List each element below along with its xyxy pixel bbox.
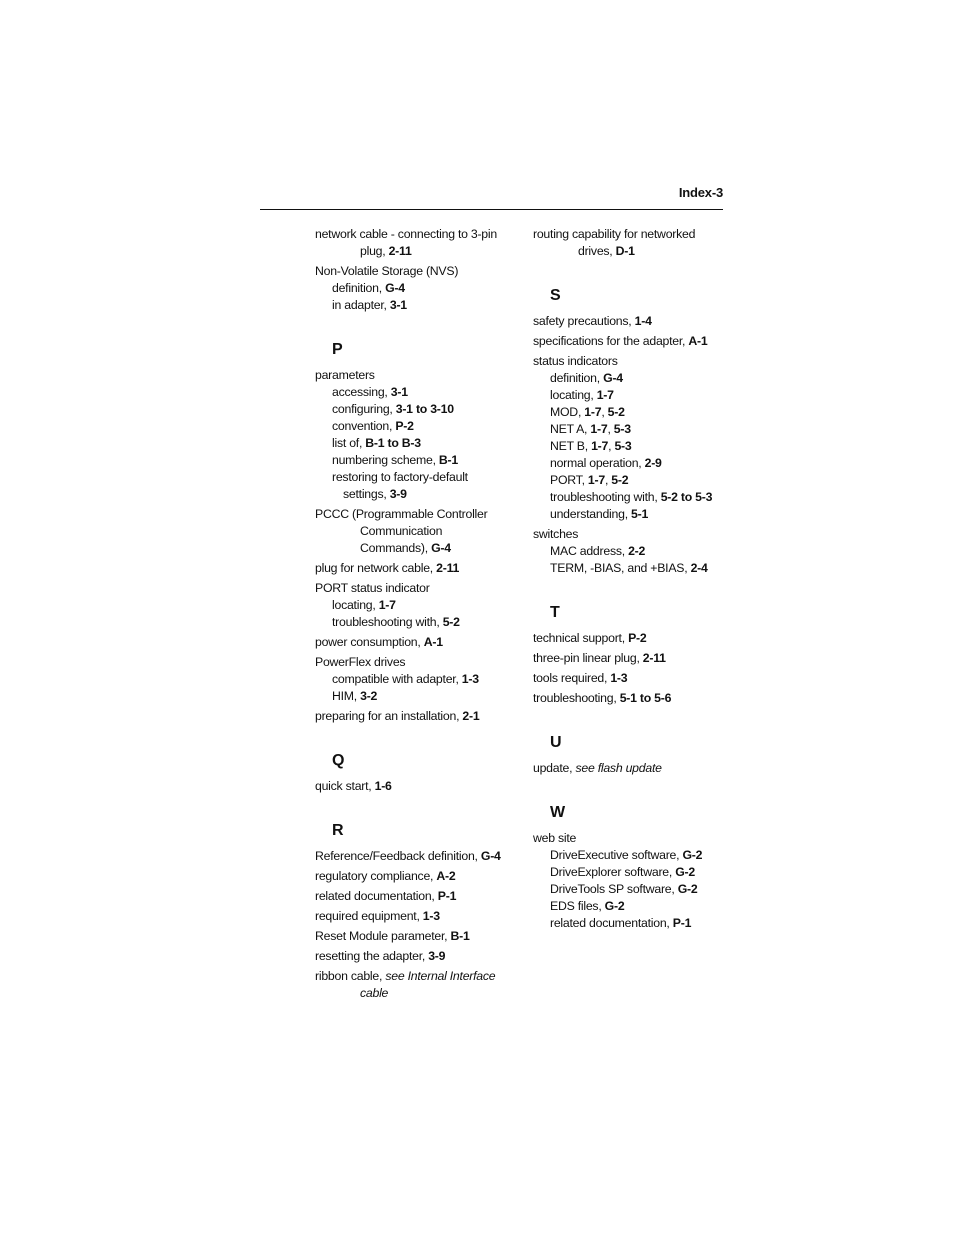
- index-entry: [315, 506, 510, 557]
- page-ref: 2-11: [388, 244, 412, 258]
- index-entry: [533, 226, 728, 260]
- index-entry: [315, 634, 510, 651]
- page-ref: P-2: [628, 631, 647, 645]
- subentry: related documentation, P-1: [550, 916, 692, 930]
- page-ref: 1-7: [378, 598, 396, 612]
- subentry: in adapter, 3-1: [332, 298, 407, 312]
- index-entry: [315, 708, 510, 725]
- index-entry: [315, 868, 510, 885]
- index-entry: [533, 650, 728, 667]
- section-letter-t: T: [550, 604, 560, 621]
- subentry-continuation: settings, 3-9: [343, 487, 407, 501]
- entry-text: safety precautions, 1-4: [533, 314, 652, 328]
- subentry: compatible with adapter, 1-3: [332, 672, 479, 686]
- entry-text: technical support, P-2: [533, 631, 647, 645]
- entry-text: plug for network cable, 2-11: [315, 561, 460, 575]
- page-ref: A-2: [436, 869, 456, 883]
- page-ref: 2-9: [644, 456, 662, 470]
- entry-text: regulatory compliance, A-2: [315, 869, 456, 883]
- index-entry: [533, 313, 728, 330]
- subentry: MAC address, 2-2: [550, 544, 646, 558]
- page-ref: P-1: [672, 916, 692, 930]
- page-ref: D-1: [615, 244, 635, 258]
- subentry: NET A, 1-7, 5-3: [550, 422, 631, 436]
- page-ref: G-4: [603, 371, 623, 385]
- page-ref: 3-1: [390, 385, 408, 399]
- subentry: numbering scheme, B-1: [332, 453, 458, 467]
- index-entry: [315, 928, 510, 945]
- subentry: list of, B-1 to B-3: [332, 436, 421, 450]
- entry-text: Reference/Feedback definition, G-4: [315, 849, 501, 863]
- index-entry: [315, 908, 510, 925]
- entry-continuation: Commands), G-4: [360, 541, 451, 555]
- index-entry: [533, 526, 728, 577]
- entry-text: web site: [533, 831, 577, 845]
- entry-text: update, see flash update: [533, 761, 662, 775]
- index-entry: [315, 560, 510, 577]
- entry-text: resetting the adapter, 3-9: [315, 949, 446, 963]
- page-header: [260, 185, 723, 210]
- index-entry: [533, 630, 728, 647]
- subentry: MOD, 1-7, 5-2: [550, 405, 625, 419]
- index-entry: [315, 968, 510, 1002]
- section-letter-q: Q: [332, 752, 345, 769]
- index-entry: [315, 263, 510, 314]
- section-letter-s: S: [550, 287, 561, 304]
- page-ref: 1-3: [610, 671, 628, 685]
- subentry: definition, G-4: [332, 281, 405, 295]
- page-ref: 5-3: [614, 439, 632, 453]
- subentry: accessing, 3-1: [332, 385, 408, 399]
- page-ref: G-4: [480, 849, 501, 863]
- page-ref: B-1: [450, 929, 470, 943]
- entry-text: troubleshooting, 5-1 to 5-6: [533, 691, 672, 705]
- page-ref: G-2: [682, 848, 703, 862]
- entry-text: required equipment, 1-3: [315, 909, 440, 923]
- see-reference: see flash update: [575, 761, 662, 775]
- entry-text: PCCC (Programmable Controller: [315, 507, 488, 521]
- page-ref: 5-2: [611, 473, 629, 487]
- subentry: normal operation, 2-9: [550, 456, 662, 470]
- section-letter-p: P: [332, 341, 343, 358]
- page-ref: 1-7: [584, 405, 602, 419]
- page-ref: P-2: [395, 419, 414, 433]
- index-entry: [533, 353, 728, 523]
- page-ref: 2-11: [642, 651, 666, 665]
- page-ref: B-1 to B-3: [365, 436, 421, 450]
- page-ref: G-4: [431, 541, 451, 555]
- entry-text: quick start, 1-6: [315, 779, 392, 793]
- entry-text: switches: [533, 527, 579, 541]
- index-entry: [533, 690, 728, 707]
- page-ref: 1-7: [587, 473, 605, 487]
- entry-text: preparing for an installation, 2-1: [315, 709, 480, 723]
- page-ref: G-2: [604, 899, 625, 913]
- subentry: restoring to factory-default: [332, 470, 468, 484]
- subentry: locating, 1-7: [332, 598, 396, 612]
- entry-text: PowerFlex drives: [315, 655, 406, 669]
- entry-text: three-pin linear plug, 2-11: [533, 651, 666, 665]
- page-ref: 1-7: [590, 422, 608, 436]
- subentry: locating, 1-7: [550, 388, 614, 402]
- page-ref: 1-6: [374, 779, 392, 793]
- page-ref: G-2: [677, 882, 698, 896]
- page-ref: 1-3: [422, 909, 440, 923]
- page-ref: 1-7: [591, 439, 609, 453]
- page-ref: 5-2: [442, 615, 460, 629]
- section-letter-w: W: [550, 804, 565, 821]
- subentry: EDS files, G-2: [550, 899, 625, 913]
- page-label: Index-3: [678, 185, 723, 200]
- entry-text: routing capability for networked: [533, 227, 696, 241]
- subentry: understanding, 5-1: [550, 507, 649, 521]
- entry-continuation: plug, 2-11: [360, 244, 412, 258]
- entry-continuation: drives, D-1: [578, 244, 635, 258]
- entry-text: ribbon cable, see Internal Interface: [315, 969, 496, 983]
- subentry: configuring, 3-1 to 3-10: [332, 402, 454, 416]
- see-reference: see Internal Interface: [385, 969, 496, 983]
- index-entry: [315, 654, 510, 705]
- subentry: troubleshooting with, 5-2: [332, 615, 460, 629]
- entry-text: parameters: [315, 368, 375, 382]
- page-ref: 1-4: [634, 314, 652, 328]
- index-entry: [315, 778, 510, 795]
- page-ref: 5-2 to 5-3: [660, 490, 713, 504]
- index-entry: [533, 830, 728, 932]
- page-ref: 1-7: [596, 388, 614, 402]
- page-ref: A-1: [423, 635, 443, 649]
- page-ref: 1-3: [461, 672, 479, 686]
- page-ref: 5-3: [613, 422, 631, 436]
- page-ref: 2-11: [436, 561, 460, 575]
- page-ref: P-1: [437, 889, 457, 903]
- page-ref: 2-2: [628, 544, 646, 558]
- page-ref: 3-9: [389, 487, 407, 501]
- page-ref: G-2: [675, 865, 695, 879]
- page-ref: A-1: [688, 334, 708, 348]
- entry-text: power consumption, A-1: [315, 635, 443, 649]
- entry-text: specifications for the adapter, A-1: [533, 334, 708, 348]
- index-column-left: [315, 226, 510, 1005]
- subentry: TERM, -BIAS, and +BIAS, 2-4: [550, 561, 708, 575]
- entry-text: Reset Module parameter, B-1: [315, 929, 470, 943]
- page-ref: 5-1: [631, 507, 649, 521]
- index-column-right: [533, 226, 728, 935]
- entry-text: network cable - connecting to 3-pin: [315, 227, 497, 241]
- page-ref: 2-1: [462, 709, 480, 723]
- entry-text: tools required, 1-3: [533, 671, 628, 685]
- index-entry: [315, 888, 510, 905]
- index-entry: [533, 760, 728, 777]
- subentry: DriveTools SP software, G-2: [550, 882, 698, 896]
- page-ref: B-1: [438, 453, 458, 467]
- entry-text: related documentation, P-1: [315, 889, 457, 903]
- subentry: convention, P-2: [332, 419, 414, 433]
- index-entry: [315, 226, 510, 260]
- subentry: definition, G-4: [550, 371, 623, 385]
- subentry: PORT, 1-7, 5-2: [550, 473, 629, 487]
- subentry: HIM, 3-2: [332, 689, 378, 703]
- page-ref: 3-9: [428, 949, 446, 963]
- index-entry: [315, 580, 510, 631]
- page-ref: G-4: [385, 281, 405, 295]
- entry-continuation: Communication: [360, 524, 443, 538]
- index-entry: [533, 670, 728, 687]
- index-entry: [315, 367, 510, 503]
- page-ref: 3-1 to 3-10: [395, 402, 454, 416]
- index-entry: [533, 333, 728, 350]
- entry-text: PORT status indicator: [315, 581, 430, 595]
- page-ref: 5-1 to 5-6: [619, 691, 672, 705]
- index-entry: [315, 948, 510, 965]
- page-ref: 2-4: [690, 561, 708, 575]
- subentry: troubleshooting with, 5-2 to 5-3: [550, 490, 713, 504]
- see-reference-continuation: cable: [360, 986, 389, 1000]
- section-letter-r: R: [332, 822, 344, 839]
- entry-text: Non-Volatile Storage (NVS): [315, 264, 459, 278]
- subentry: NET B, 1-7, 5-3: [550, 439, 632, 453]
- subentry: DriveExplorer software, G-2: [550, 865, 695, 879]
- section-letter-u: U: [550, 734, 562, 751]
- index-entry: [315, 848, 510, 865]
- page-ref: 5-2: [607, 405, 625, 419]
- page-ref: 3-2: [360, 689, 378, 703]
- page-ref: 3-1: [389, 298, 407, 312]
- subentry: DriveExecutive software, G-2: [550, 848, 703, 862]
- entry-text: status indicators: [533, 354, 618, 368]
